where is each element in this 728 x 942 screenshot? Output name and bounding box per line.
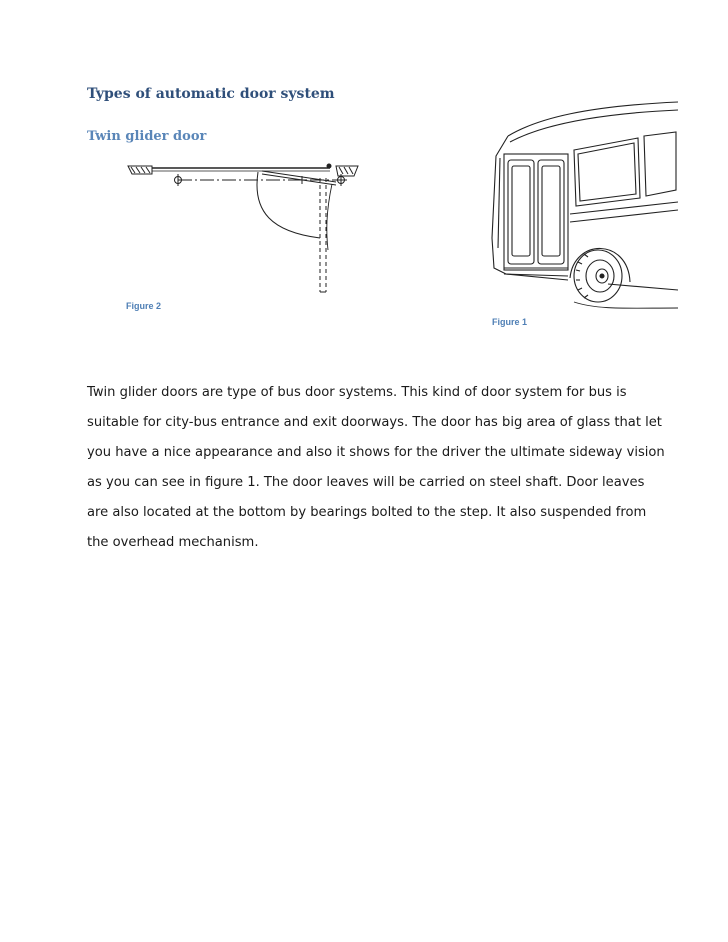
figure-2-door-mechanism-diagram (122, 152, 372, 307)
body-paragraph: Twin glider doors are type of bus door systems. This kind of door system for bus is suitable for city-bus entrance and exit doorways. The door has big area of glass that let you have a nice appearance and also it shows for the driver the ultimate sideway vision as you can see in figure 1. The door leaves will be carried on steel shaft. Door leaves are also located at the bottom by bearings bolted to the step. It also suspended from the overhead mechanism. (87, 385, 665, 550)
figure-2-caption: Figure 2 (126, 301, 162, 311)
figure-1-caption: Figure 1 (492, 317, 528, 327)
section-title: Twin glider door (87, 129, 207, 144)
page-title: Types of automatic door system (87, 86, 335, 102)
figure-1-bus-illustration (478, 98, 678, 313)
